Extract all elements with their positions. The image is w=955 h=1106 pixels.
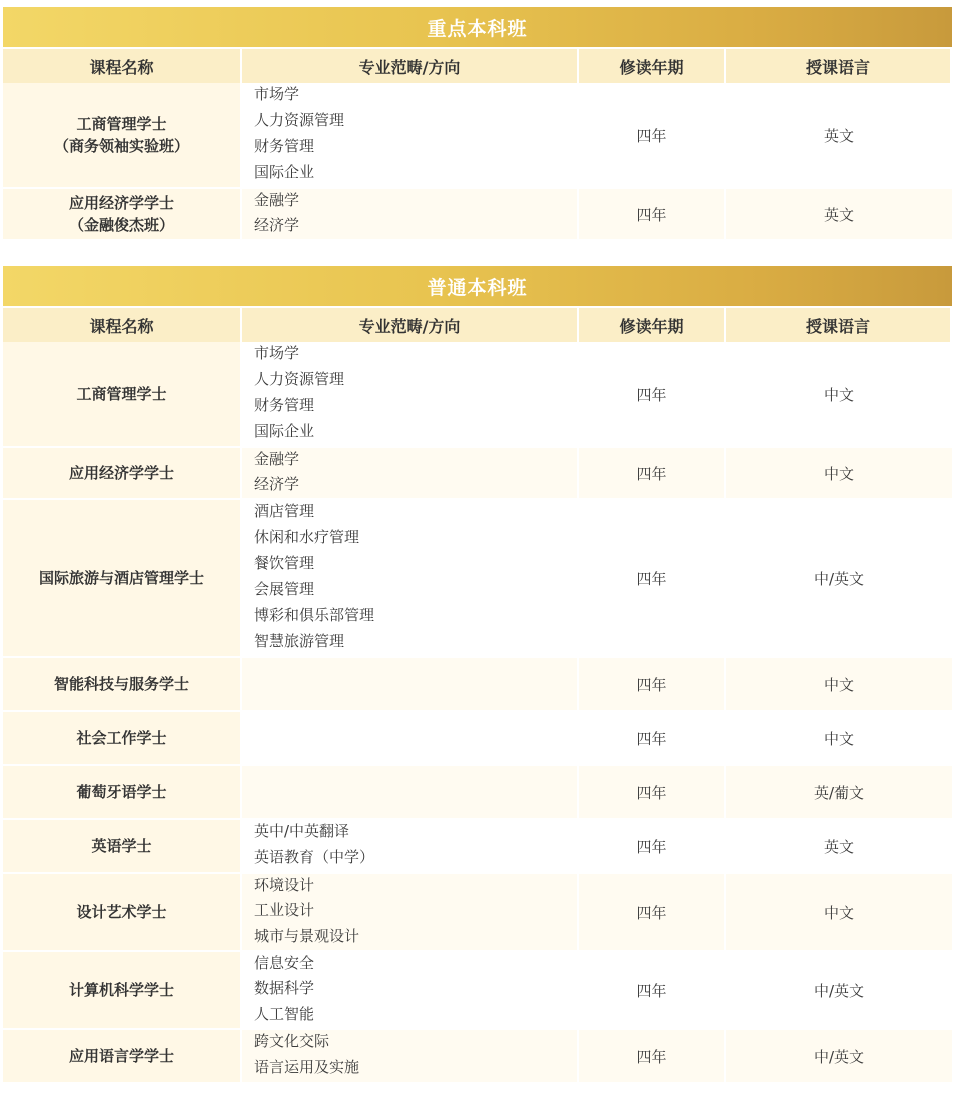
course-name: 应用经济学学士	[68, 194, 174, 212]
years-cell: 四年	[579, 874, 726, 952]
course-name: 葡萄牙语学士	[76, 783, 167, 801]
course-name: （金融俊杰班）	[68, 216, 174, 234]
course-name-cell	[3, 874, 242, 952]
direction-item: 酒店管理	[254, 502, 315, 520]
key-program-table	[3, 7, 952, 241]
course-name: 设计艺术学士	[76, 903, 167, 921]
direction-item: 休闲和水疗管理	[254, 528, 360, 546]
section-title: 重点本科班	[3, 7, 952, 47]
years-cell: 四年	[579, 500, 726, 658]
course-name-cell	[3, 83, 242, 189]
direction-item: 市场学	[254, 344, 300, 362]
years-cell: 四年	[579, 189, 726, 241]
course-name-cell	[3, 448, 242, 500]
direction-item: 金融学	[254, 450, 300, 468]
course-name: 智能科技与服务学士	[53, 675, 189, 693]
direction-item: 金融学	[254, 191, 300, 209]
general-program-table	[3, 266, 952, 1084]
direction-item: 经济学	[254, 475, 300, 493]
years-cell: 四年	[579, 83, 726, 189]
direction-item: 跨文化交际	[254, 1032, 330, 1050]
course-name-cell	[3, 1030, 242, 1084]
course-name-cell	[3, 712, 242, 766]
header-language: 授课语言	[726, 306, 952, 342]
direction-item: 工业设计	[254, 901, 315, 920]
direction-cell	[242, 658, 579, 712]
direction-item: 财务管理	[254, 396, 315, 414]
course-name: 英语学士	[91, 837, 152, 855]
direction-item: 经济学	[254, 216, 300, 234]
header-years: 修读年期	[579, 47, 726, 83]
course-name: 工商管理学士	[76, 115, 167, 133]
course-name: （商务领袖实验班）	[53, 137, 189, 155]
direction-item: 数据科学	[254, 979, 315, 998]
course-name-cell	[3, 952, 242, 1030]
course-name: 国际旅游与酒店管理学士	[38, 569, 204, 587]
direction-item: 财务管理	[254, 137, 315, 155]
language-cell: 英/葡文	[726, 766, 952, 820]
program-grid	[3, 47, 952, 241]
direction-cell	[242, 766, 579, 820]
years-cell: 四年	[579, 342, 726, 448]
course-name: 计算机科学学士	[68, 981, 174, 999]
language-cell: 中文	[726, 448, 952, 500]
years-cell: 四年	[579, 1030, 726, 1084]
course-name-cell	[3, 766, 242, 820]
course-name: 应用经济学学士	[68, 464, 174, 482]
direction-item: 智慧旅游管理	[254, 632, 345, 650]
direction-cell	[242, 952, 579, 1030]
direction-cell	[242, 874, 579, 952]
direction-item: 人力资源管理	[254, 111, 345, 129]
direction-item: 信息安全	[254, 954, 315, 972]
direction-cell	[242, 189, 579, 241]
direction-item: 市场学	[254, 85, 300, 103]
years-cell: 四年	[579, 448, 726, 500]
course-name-cell	[3, 658, 242, 712]
header-course-name: 课程名称	[3, 306, 242, 342]
direction-item: 餐饮管理	[254, 554, 315, 572]
direction-cell	[242, 342, 579, 448]
direction-item: 英语教育（中学）	[254, 848, 375, 866]
language-cell: 中文	[726, 874, 952, 952]
direction-cell	[242, 712, 579, 766]
years-cell: 四年	[579, 766, 726, 820]
years-cell: 四年	[579, 712, 726, 766]
course-name-cell	[3, 820, 242, 874]
language-cell: 英文	[726, 820, 952, 874]
header-course-name: 课程名称	[3, 47, 242, 83]
direction-item: 会展管理	[254, 580, 315, 598]
language-cell: 中文	[726, 342, 952, 448]
course-name-cell	[3, 342, 242, 448]
direction-cell	[242, 820, 579, 874]
language-cell: 中/英文	[726, 1030, 952, 1084]
program-grid	[3, 306, 952, 1084]
section-title: 普通本科班	[3, 266, 952, 306]
course-name: 应用语言学学士	[68, 1047, 174, 1065]
years-cell: 四年	[579, 952, 726, 1030]
language-cell: 中文	[726, 658, 952, 712]
direction-item: 博彩和俱乐部管理	[254, 606, 375, 624]
course-name-cell	[3, 500, 242, 658]
language-cell: 英文	[726, 83, 952, 189]
language-cell: 英文	[726, 189, 952, 241]
language-cell: 中/英文	[726, 500, 952, 658]
header-direction: 专业范畴/方向	[242, 47, 579, 83]
direction-item: 人工智能	[254, 1004, 315, 1023]
direction-item: 环境设计	[254, 876, 315, 894]
direction-cell	[242, 1030, 579, 1084]
header-years: 修读年期	[579, 306, 726, 342]
years-cell: 四年	[579, 658, 726, 712]
direction-item: 语言运用及实施	[254, 1058, 360, 1076]
language-cell: 中文	[726, 712, 952, 766]
course-name: 社会工作学士	[76, 729, 167, 747]
course-name-cell	[3, 189, 242, 241]
direction-item: 城市与景观设计	[254, 926, 360, 945]
header-language: 授课语言	[726, 47, 952, 83]
direction-cell	[242, 500, 579, 658]
direction-item: 英中/中英翻译	[254, 822, 350, 840]
direction-item: 国际企业	[254, 163, 315, 181]
course-name: 工商管理学士	[76, 385, 167, 403]
header-direction: 专业范畴/方向	[242, 306, 579, 342]
years-cell: 四年	[579, 820, 726, 874]
direction-cell	[242, 448, 579, 500]
direction-item: 人力资源管理	[254, 370, 345, 388]
language-cell: 中/英文	[726, 952, 952, 1030]
direction-item: 国际企业	[254, 422, 315, 440]
direction-cell	[242, 83, 579, 189]
